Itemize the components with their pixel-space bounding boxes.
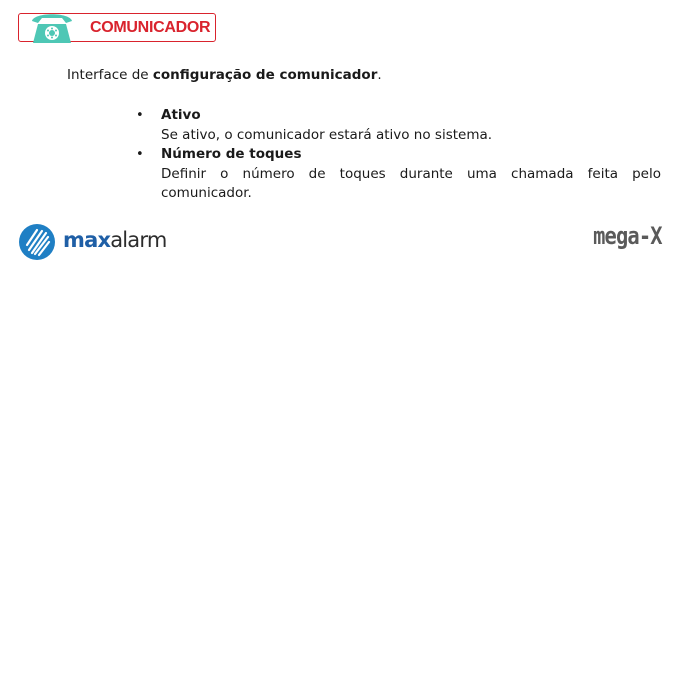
product-name: mega-X (593, 222, 662, 250)
item-description: Se ativo, o comunicador estará ativo no sistema. (161, 126, 493, 143)
brand-prefix: max (63, 228, 111, 252)
section-header (18, 9, 218, 45)
settings-list (136, 106, 661, 204)
intro-text (67, 67, 382, 83)
item-title: Ativo (161, 107, 201, 123)
intro-prefix: Interface de (67, 67, 153, 83)
maxalarm-mark-icon (18, 223, 56, 261)
intro-suffix: . (377, 67, 382, 83)
bullet: • (136, 147, 144, 162)
bullet: • (136, 108, 144, 123)
maxalarm-logo (18, 223, 178, 261)
list-item-ativo (136, 106, 661, 145)
brand-name (63, 228, 167, 252)
intro-bold: configuração de comunicador (152, 67, 378, 83)
list-item-numero-de-toques (136, 145, 661, 204)
brand-suffix: alarm (110, 228, 167, 252)
item-description: Definir o número de toques durante uma chamada feita pelo comunicador. (161, 165, 661, 201)
header-title: COMUNICADOR (90, 19, 211, 36)
telephone-icon (24, 9, 80, 45)
item-title: Número de toques (161, 146, 302, 162)
